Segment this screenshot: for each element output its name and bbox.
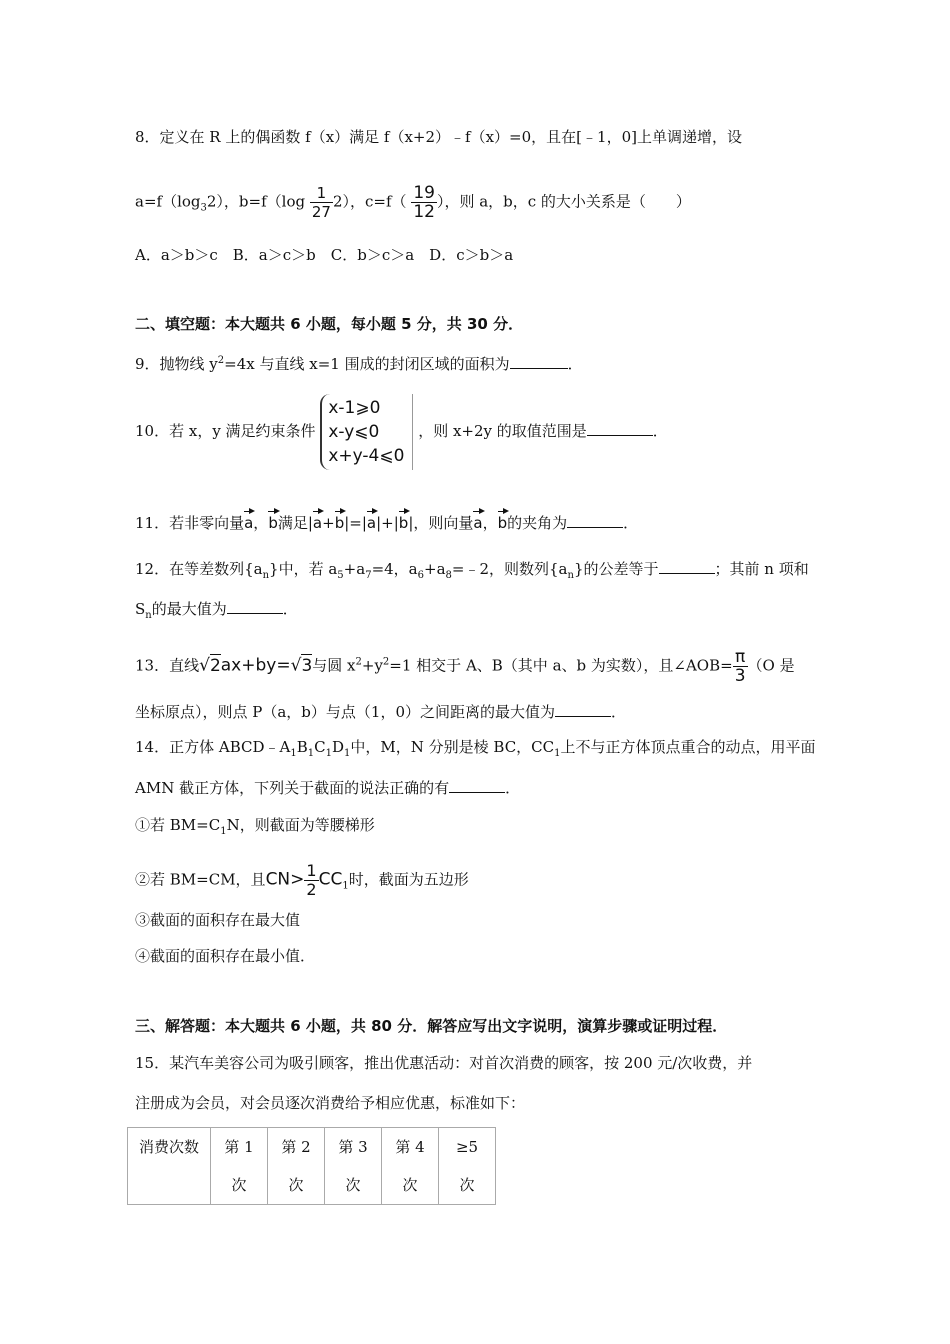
q14-item2-sub: 1 (342, 880, 349, 892)
q13-line2 (135, 702, 626, 722)
q11 (135, 509, 638, 533)
q8-b-den: 27 (311, 203, 331, 221)
q11-plus: + (322, 514, 335, 532)
q13-post1: （O 是 (747, 656, 795, 675)
cell-line-2: 次 (345, 1176, 361, 1194)
q12-sub-5: 5 (337, 570, 344, 581)
q12-answer-blank-2[interactable] (227, 599, 283, 614)
table-cell (325, 1128, 382, 1205)
q10-constraint-2: x-y⩽0 (328, 422, 380, 442)
q8-line1: 8．定义在 R 上的偶函数 f（x）满足 f（x+2）﹣f（x）=0，且在[﹣1，0]上单调递增，设 (135, 128, 742, 146)
q13-radicand-a: 2 (209, 655, 221, 676)
q10-end: ． (652, 422, 668, 440)
q8-c-num: 19 (413, 183, 435, 203)
q8-b-num: 1 (310, 184, 333, 203)
q14-sub-5: 1 (554, 748, 561, 759)
q11-vector-b-2: b (335, 509, 345, 533)
q15-line2: 注册成为会员，对会员逐次消费给予相应优惠，标准如下： (135, 1094, 526, 1112)
q12-line2 (135, 599, 298, 626)
q8-a-part: a=f（log (135, 192, 201, 211)
q12-text-c: +a (343, 560, 366, 578)
q10-constraint-system (320, 394, 410, 470)
q11-mid2: |=| (344, 514, 367, 532)
q14-text-b: B (296, 738, 308, 756)
q14-item2-den: 2 (306, 880, 317, 899)
cell-line-1: 第 3 (338, 1138, 368, 1156)
q15-line1: 15．某汽车美容公司为吸引顾客，推出优惠活动：对首次消费的顾客，按 200 元/次收费，并 (135, 1054, 753, 1072)
q10-pre: 10．若 x，y 满足约束条件 (135, 422, 316, 440)
q14-end: ． (505, 779, 521, 797)
q13-end: ． (611, 703, 627, 721)
q9-answer-blank[interactable] (510, 354, 568, 369)
cell-line-1: 第 4 (395, 1138, 425, 1156)
q13-radicand-b: 3 (301, 655, 313, 676)
q13-pi-fraction (733, 648, 748, 685)
q11-answer-blank[interactable] (567, 513, 623, 528)
q10-constraint-1: x-1⩾0 (328, 398, 381, 418)
q11-end: ． (623, 514, 639, 532)
q14-text-c: C (314, 738, 326, 756)
q10-constraint-3: x+y-4⩽0 (328, 446, 405, 466)
q11-sep-2: ， (482, 514, 498, 532)
q14-line2 (135, 778, 520, 798)
q14-item2-b: 时，截面为五边形 (348, 870, 469, 889)
q13-line2-text: 坐标原点），则点 P（a，b）与点（1，0）之间距离的最大值为 (135, 703, 555, 721)
q11-vector-a-3: a (367, 509, 376, 533)
q13-line1 (135, 648, 795, 685)
q12-s-label: S (135, 600, 146, 618)
q12-sub-8: 8 (445, 570, 452, 581)
q11-mid4: |，则向量 (408, 514, 474, 532)
q14-item2-cc: CC (318, 869, 343, 890)
cell-line-1: 第 1 (224, 1138, 254, 1156)
q14-text-d: D (331, 738, 344, 756)
q12-line1 (135, 559, 809, 586)
q14-item1-b: N，则截面为等腰梯形 (226, 816, 375, 834)
q12-text-h: ；其前 n 项和 (714, 560, 809, 578)
q12-text-b: }中，若 a (269, 560, 338, 578)
q13-sup-2: 2 (382, 656, 390, 668)
q12-text-d: =4，a (371, 560, 418, 578)
q14-line1 (135, 737, 816, 764)
cell-line-2: 次 (288, 1176, 304, 1194)
q15-discount-table (127, 1127, 496, 1205)
q14-item-2 (135, 862, 469, 899)
q14-item2-cn: CN> (265, 869, 305, 890)
q10-answer-blank[interactable] (587, 421, 653, 436)
q12-text-e: +a (424, 560, 446, 578)
q14-text-a: 14．正方体 ABCD﹣A (135, 738, 291, 756)
q11-mid3: |+| (376, 514, 399, 532)
q12-text-g: }的公差等于 (573, 560, 659, 578)
q12-text-f: =﹣2，则数列{a (451, 560, 568, 578)
cell-line-2: 次 (459, 1176, 475, 1194)
q11-vector-a-2: a (313, 509, 322, 533)
q8-c-end: ），则 a，b，c 的大小关系是（ ） (436, 192, 691, 211)
cell-line-2: 次 (231, 1176, 247, 1194)
q10-post: ，则 x+2y 的取值范围是 (418, 422, 587, 440)
q14-item-1 (135, 815, 375, 842)
cell-line-1: 第 2 (281, 1138, 311, 1156)
q11-pre: 11．若非零向量 (135, 514, 245, 532)
q11-mid1: 满足| (277, 514, 313, 532)
q14-text-f: 上不与正方体顶点重合的动点，用平面 (560, 738, 816, 756)
q9-end: ． (567, 355, 583, 373)
q8-options: A．a＞b＞c B．a＞c＞b C．b＞c＞a D．c＞b＞a (135, 246, 514, 264)
q13-pre: 13．直线 (135, 656, 200, 675)
q9-post: =4x 与直线 x=1 围成的封闭区域的面积为 (224, 355, 510, 373)
q12-sub-n: n (262, 570, 270, 581)
q14-item1-sub: 1 (220, 826, 227, 837)
q13-sup-1: 2 (355, 656, 362, 668)
q14-item2-fraction (304, 862, 318, 899)
section2-heading: 二、填空题：本大题共 6 小题，每小题 5 分，共 30 分． (135, 315, 524, 333)
cell-line-2: 次 (402, 1176, 418, 1194)
table-row (128, 1128, 496, 1205)
q14-sub-2: 1 (307, 748, 315, 759)
q8-a-end: 2），b=f（log (206, 192, 306, 211)
q11-sep: ， (253, 514, 269, 532)
q14-item-4: ④截面的面积存在最小值． (135, 947, 316, 965)
q13-answer-blank[interactable] (555, 702, 611, 717)
table-cell (268, 1128, 325, 1205)
q11-vector-b-3: b (399, 509, 409, 533)
q8-line2 (135, 184, 691, 221)
q11-vector-a-4: a (473, 509, 482, 533)
q11-vector-b: b (268, 509, 278, 533)
q8-c-fraction (411, 184, 437, 221)
q14-line2-text: AMN 截正方体，下列关于截面的说法正确的有 (135, 779, 450, 797)
q9 (135, 351, 583, 374)
q12-answer-blank-1[interactable] (659, 559, 715, 574)
q11-vector-a: a (244, 509, 253, 533)
q13-line-equation: √2ax+by=√3 (199, 655, 313, 676)
table-cell (439, 1128, 496, 1205)
q14-sub-1: 1 (290, 748, 297, 759)
q11-vector-b-4: b (498, 509, 508, 533)
q13-eq-mid: ax+by= (220, 655, 291, 676)
q13-mid3: =1 相交于 A、B（其中 a、b 为实数），且∠AOB= (389, 656, 733, 675)
q14-sub-4: 1 (344, 748, 351, 759)
table-cell (382, 1128, 439, 1205)
q12-sub-n-3: n (145, 610, 152, 621)
q14-item2-a: ②若 BM=CM，且 (135, 870, 266, 889)
q12-text-a: 12．在等差数列{a (135, 560, 263, 578)
q8-b-fraction (310, 184, 333, 221)
q13-mid1: 与圆 x (312, 656, 356, 675)
q12-sub-7: 7 (365, 570, 372, 581)
q9-pre: 9．抛物线 y (135, 355, 218, 373)
q8-c-den: 12 (413, 202, 435, 222)
q14-item2-num: 1 (306, 861, 317, 880)
q14-item1-a: ①若 BM=C (135, 816, 221, 834)
q12-sub-6: 6 (417, 570, 424, 581)
q13-pi-den: 3 (734, 666, 746, 686)
q12-sub-n-2: n (567, 570, 574, 581)
table-cell (211, 1128, 268, 1205)
table-header-cell: 消费次数 (128, 1128, 211, 1205)
q10-constraint-box (320, 394, 413, 470)
cell-line-1: ≥5 (455, 1138, 479, 1156)
q14-item-3: ③截面的面积存在最大值 (135, 911, 301, 929)
q10 (135, 394, 668, 470)
section3-heading: 三、解答题：本大题共 6 小题，共 80 分．解答应写出文字说明，演算步骤或证明过程． (135, 1017, 728, 1035)
q13-pi-num: π (733, 648, 748, 667)
q14-text-e: 中，M，N 分别是棱 BC，CC (350, 738, 555, 756)
q12-end: ． (282, 600, 298, 618)
q14-answer-blank[interactable] (449, 778, 505, 793)
q14-sub-3: 1 (325, 748, 332, 759)
q13-mid2: +y (361, 656, 383, 675)
q9-sup: 2 (217, 355, 225, 366)
q8-a-sub: 3 (200, 202, 207, 214)
q11-post: 的夹角为 (507, 514, 568, 532)
q12-text-l2: 的最大值为 (151, 600, 227, 618)
q8-b-end: 2），c=f（ (332, 192, 407, 211)
